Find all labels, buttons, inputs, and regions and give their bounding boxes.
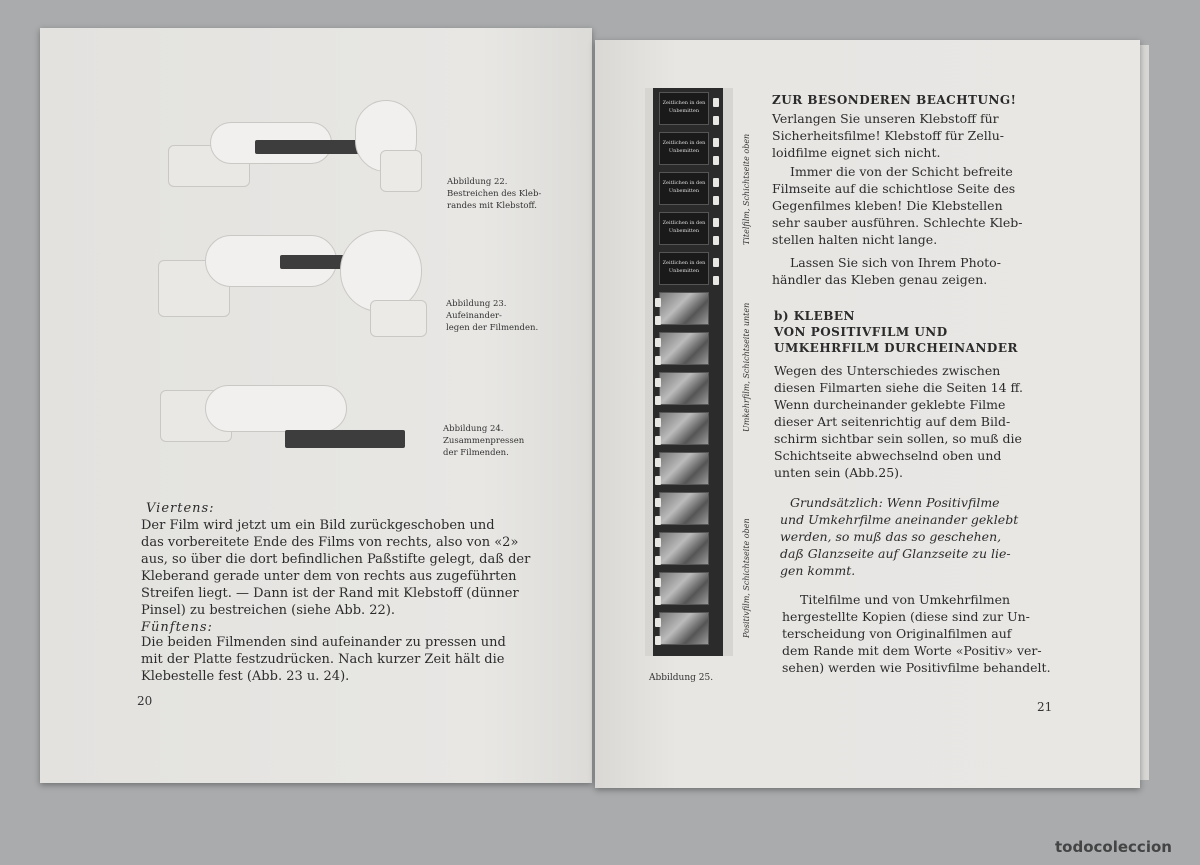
text-line: das vorbereitete Ende des Films von rechts, also von «2»	[141, 535, 519, 550]
film-perforation	[655, 596, 661, 605]
caption-line: Abbildung 23.	[446, 299, 507, 309]
caption-line: randes mit Klebstoff.	[447, 201, 537, 211]
film-perforation	[713, 178, 719, 187]
film-title-frame: Zeitlichen in den Unbemitten	[659, 252, 709, 285]
film-image-frame	[659, 412, 709, 445]
film-perforation	[713, 196, 719, 205]
heading-besondere-beachtung: ZUR BESONDEREN BEACHTUNG!	[772, 93, 1017, 107]
film-image-frame	[659, 572, 709, 605]
film-image-frame	[659, 292, 709, 325]
text-line: Immer die von der Schicht befreite	[790, 164, 1013, 179]
film-perforation	[655, 578, 661, 587]
caption-line: der Filmenden.	[443, 448, 509, 458]
film-title-frame: Zeitlichen in den Unbemitten	[659, 172, 709, 205]
film-perforation	[713, 156, 719, 165]
film-perforation	[713, 116, 719, 125]
text-line: dem Rande mit dem Worte «Positiv» ver-	[782, 643, 1042, 658]
text-line: sehr sauber ausführen. Schlechte Kleb-	[772, 215, 1023, 230]
film-perforation	[713, 258, 719, 267]
film-perforation	[655, 618, 661, 627]
text-line: Grundsätzlich: Wenn Positivfilme	[790, 495, 1000, 510]
text-line: Pinsel) zu bestreichen (siehe Abb. 22).	[141, 603, 396, 618]
text-line: Wenn durcheinander geklebte Filme	[774, 397, 1006, 412]
text-line: sehen) werden wie Positivfilme behandelt.	[782, 660, 1051, 675]
text-line: Die beiden Filmenden sind aufeinander zu pressen und	[141, 635, 506, 650]
text-line: Klebestelle fest (Abb. 23 u. 24).	[141, 669, 350, 684]
text-line: Gegenfilmes kleben! Die Klebstellen	[772, 198, 1003, 213]
film-perforation	[655, 316, 661, 325]
film-image-frame	[659, 372, 709, 405]
film-image-frame	[659, 532, 709, 565]
film-perforation	[713, 276, 719, 285]
film-perforation	[655, 476, 661, 485]
film-strip-figure-25	[645, 88, 733, 656]
heading-line: b) KLEBEN	[774, 309, 856, 323]
film-title-frame: Zeitlichen in den Unbemitten	[659, 132, 709, 165]
paragraph-photohaendler	[772, 254, 1037, 288]
text-line: daß Glanzseite auf Glanzseite zu lie-	[780, 546, 1011, 561]
film-image-frame	[659, 612, 709, 645]
caption-fig-24	[443, 423, 524, 459]
page-number-left: 20	[137, 694, 153, 708]
fuenftens-paragraph	[141, 634, 541, 685]
text-line: gen kommt.	[780, 563, 856, 578]
text-line: hergestellte Kopien (diese sind zur Un-	[782, 609, 1030, 624]
text-line: Schichtseite abwechselnd oben und	[774, 448, 1002, 463]
caption-line: Abbildung 22.	[447, 177, 508, 187]
text-line: händler das Kleben genau zeigen.	[772, 272, 988, 287]
caption-line: legen der Filmenden.	[446, 323, 539, 333]
text-line: Filmseite auf die schichtlose Seite des	[772, 181, 1016, 196]
caption-line: Bestreichen des Kleb-	[447, 189, 542, 199]
label-umkehrfilm: Umkehrfilm, Schichtseite unten	[742, 302, 751, 432]
film-perforation	[713, 218, 719, 227]
film-perforation	[655, 436, 661, 445]
film-perforation	[655, 538, 661, 547]
text-line: Streifen liegt. — Dann ist der Rand mit Klebstoff (dünner	[141, 586, 519, 601]
film-perforation	[655, 458, 661, 467]
paragraph-klebstoff	[772, 110, 1037, 161]
paragraph-unterschied	[774, 362, 1044, 481]
film-perforation	[655, 338, 661, 347]
text-line: Wegen des Unterschiedes zwischen	[774, 363, 1001, 378]
film-perforation	[655, 516, 661, 525]
film-perforation	[655, 556, 661, 565]
text-line: Lassen Sie sich von Ihrem Photo-	[790, 255, 1001, 270]
paragraph-titelfilme	[782, 591, 1057, 676]
film-perforation	[655, 298, 661, 307]
text-line: und Umkehrfilme aneinander geklebt	[780, 512, 1019, 527]
fuenftens-heading: Fünftens:	[141, 620, 213, 635]
film-perforation	[713, 236, 719, 245]
caption-line: Zusammenpressen	[443, 436, 525, 446]
caption-line: Abbildung 24.	[443, 424, 504, 434]
text-line: loidfilme eignet sich nicht.	[772, 145, 941, 160]
heading-line: VON POSITIVFILM UND	[774, 325, 948, 339]
film-perforation	[655, 378, 661, 387]
paragraph-immer	[772, 163, 1037, 248]
heading-kleben-positivfilm	[774, 308, 1018, 356]
text-line: aus, so über die dort befindlichen Paßstifte gelegt, daß der	[141, 552, 531, 567]
text-line: terscheidung von Originalfilmen auf	[782, 626, 1012, 641]
text-line: unten sein (Abb.25).	[774, 465, 904, 480]
film-title-frame: Zeitlichen in den Unbemitten	[659, 92, 709, 125]
film-perforation	[713, 98, 719, 107]
text-line: Verlangen Sie unseren Klebstoff für	[772, 111, 999, 126]
film-perforation	[655, 396, 661, 405]
text-line: Sicherheitsfilme! Klebstoff für Zellu-	[772, 128, 1004, 143]
caption-fig-25: Abbildung 25.	[649, 673, 714, 683]
text-line: mit der Platte festzudrücken. Nach kurzer Zeit hält die	[141, 652, 505, 667]
caption-fig-22	[447, 176, 541, 212]
film-perforation	[655, 498, 661, 507]
page-number-right: 21	[1037, 700, 1053, 714]
film-image-frame	[659, 452, 709, 485]
text-line: Titelfilme und von Umkehrfilmen	[800, 592, 1011, 607]
film-perforation	[655, 418, 661, 427]
film-perforation	[713, 138, 719, 147]
viertens-paragraph	[141, 517, 541, 619]
label-positivfilm: Positivfilm, Schichtseite oben	[742, 518, 751, 638]
watermark-logo: todocoleccion	[1055, 838, 1172, 856]
text-line: werden, so muß das so geschehen,	[780, 529, 1002, 544]
film-image-frame	[659, 332, 709, 365]
label-titelfilm: Titelfilm, Schichtseite oben	[742, 133, 751, 245]
paragraph-grundsaetzlich	[780, 494, 1045, 579]
heading-line: UMKEHRFILM DURCHEINANDER	[774, 341, 1018, 355]
text-line: Kleberand gerade unter dem von rechts aus zugeführten	[141, 569, 517, 584]
text-line: stellen halten nicht lange.	[772, 232, 938, 247]
text-line: Der Film wird jetzt um ein Bild zurückgeschoben und	[141, 518, 495, 533]
caption-line: Aufeinander-	[446, 311, 502, 321]
caption-fig-23	[446, 298, 538, 334]
text-line: diesen Filmarten siehe die Seiten 14 ff.	[774, 380, 1023, 395]
film-perforation	[655, 636, 661, 645]
text-line: dieser Art seitenrichtig auf dem Bild-	[774, 414, 1011, 429]
film-image-frame	[659, 492, 709, 525]
text-line: schirm sichtbar sein sollen, so muß die	[774, 431, 1022, 446]
film-title-frame: Zeitlichen in den Unbemitten	[659, 212, 709, 245]
film-perforation	[655, 356, 661, 365]
viertens-heading: Viertens:	[146, 501, 215, 516]
